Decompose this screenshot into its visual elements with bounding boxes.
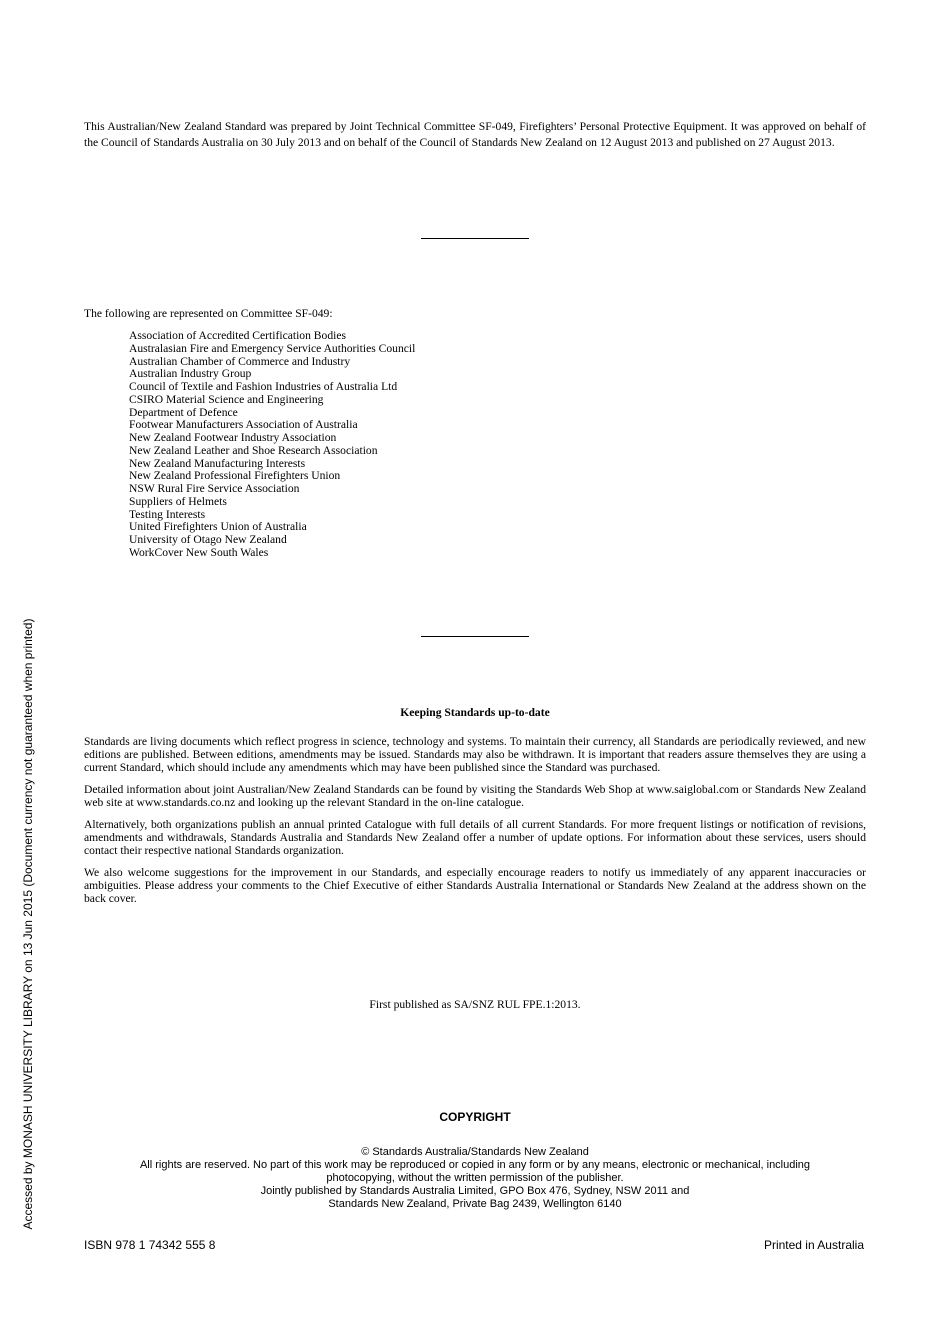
keeping-standards-heading: Keeping Standards up-to-date xyxy=(400,706,550,719)
committee-member-list xyxy=(129,330,415,560)
approval-statement: This Australian/New Zealand Standard was prepared by Joint Technical Committee SF-049, Firefighters’ Personal Protective Equipment. It was approved on behalf of the Council of Standards Australia on 30 July 2013 and on behalf of the Council of Standards New Zealand on 12 August 2013 and published on 27 August 2013. xyxy=(84,120,866,149)
committee-member: New Zealand Manufacturing Interests xyxy=(129,456,306,470)
committee-member: Department of Defence xyxy=(129,405,238,419)
paragraph: We also welcome suggestions for the improvement in our Standards, and especially encourage readers to notify us immediately of any apparent inaccuracies or ambiguities. Please address your comments to the Chief Executive of either Standards Australia International or Standards New Zealand at the address shown on the back cover. xyxy=(84,866,866,905)
copyright-line: Standards New Zealand, Private Bag 2439, Wellington 6140 xyxy=(328,1198,622,1210)
committee-member: United Firefighters Union of Australia xyxy=(129,520,307,534)
committee-member: Council of Textile and Fashion Industries of Australia Ltd xyxy=(129,380,398,393)
copyright-line: Jointly published by Standards Australia Limited, GPO Box 476, Sydney, NSW 2011 and xyxy=(260,1185,690,1197)
committee-member: WorkCover New South Wales xyxy=(129,545,269,559)
committee-member: New Zealand Leather and Shoe Research Association xyxy=(129,443,378,457)
committee-member: University of Otago New Zealand xyxy=(129,533,287,546)
committee-member: Testing Interests xyxy=(129,507,206,521)
divider-rule xyxy=(421,636,529,637)
copyright-line: © Standards Australia/Standards New Zealand xyxy=(361,1146,589,1158)
committee-member: Footwear Manufacturers Association of Australia xyxy=(129,418,358,432)
committee-member: CSIRO Material Science and Engineering xyxy=(129,392,324,406)
committee-member: Suppliers of Helmets xyxy=(129,494,227,508)
copyright-body xyxy=(84,1146,866,1211)
keeping-standards-body xyxy=(84,735,866,914)
copyright-line: All rights are reserved. No part of this work may be reproduced or copied in any form or by any means, electronic or mechanical, including xyxy=(139,1159,811,1171)
committee-member: Australian Chamber of Commerce and Industry xyxy=(129,354,351,368)
access-watermark: Accessed by MONASH UNIVERSITY LIBRARY on 13 Jun 2015 (Document currency not guaranteed when printed) xyxy=(21,618,35,1230)
paragraph: Alternatively, both organizations publish an annual printed Catalogue with full details of all current Standards. For more frequent listings or notification of revisions, amendments and withdrawals, Standards Australia and Standards New Zealand offer a number of update options. For information about these services, users should contact their respective national Standards organization. xyxy=(84,818,866,857)
paragraph: Detailed information about joint Australian/New Zealand Standards can be found by visiting the Standards Web Shop at www.saiglobal.com or Standards New Zealand web site at www.standards.co.nz and looking up the relevant Standard in the on-line catalogue. xyxy=(84,783,866,809)
divider-rule xyxy=(421,238,529,239)
committee-member: New Zealand Footwear Industry Association xyxy=(129,431,337,444)
first-published-note: First published as SA/SNZ RUL FPE.1:2013. xyxy=(369,998,581,1011)
committee-member: Australian Industry Group xyxy=(129,367,252,381)
committee-member: Australasian Fire and Emergency Service Authorities Council xyxy=(129,341,416,355)
committee-member: New Zealand Professional Firefighters Union xyxy=(129,469,341,483)
committee-intro: The following are represented on Committee SF-049: xyxy=(84,307,333,320)
copyright-line: photocopying, without the written permission of the publisher. xyxy=(326,1172,624,1184)
copyright-heading: COPYRIGHT xyxy=(439,1110,511,1124)
paragraph: Standards are living documents which reflect progress in science, technology and systems. To maintain their currency, all Standards are periodically reviewed, and new editions are published. Between editions, amendments may be issued. Standards may also be withdrawn. It is important that readers assure themselves they are using a current Standard, which should include any amendments which may have been published since the Standard was purchased. xyxy=(84,735,866,774)
committee-member: NSW Rural Fire Service Association xyxy=(129,482,300,495)
committee-member: Association of Accredited Certification Bodies xyxy=(129,329,347,342)
isbn-number: ISBN 978 1 74342 555 8 xyxy=(84,1238,216,1252)
printed-in: Printed in Australia xyxy=(763,1238,864,1252)
